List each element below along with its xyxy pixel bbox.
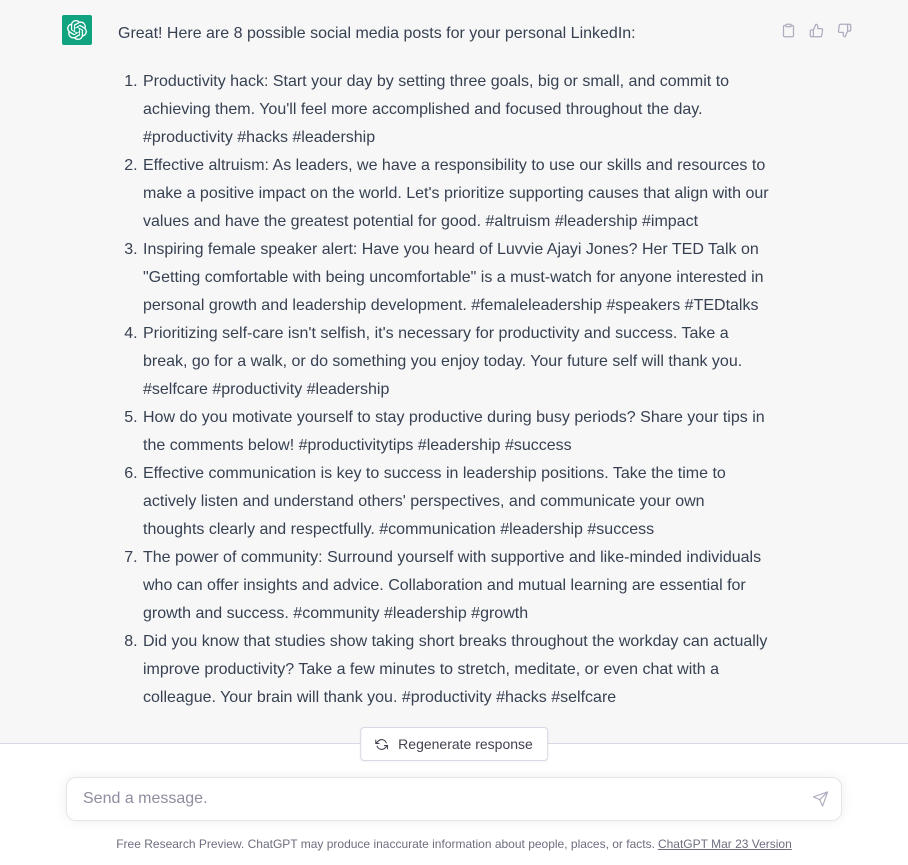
post-item: 4. Prioritizing self-care isn't selfish, it's necessary for productivity and success. Take a break, go for a walk, or do something you enjoy today. Your future self will thank you. #selfcare #productivity #leadership (142, 320, 770, 404)
thumbs-down-button[interactable] (837, 23, 852, 38)
thumbs-up-icon (809, 23, 824, 38)
paper-plane-icon (812, 791, 829, 808)
post-item: 8. Did you know that studies show taking short breaks throughout the workday can actually improve productivity? Take a few minutes to stretch, meditate, or even chat with a colleague. Your brain will thank you. #productivity #hacks #selfcare (142, 628, 770, 712)
message-input[interactable] (66, 777, 842, 821)
assistant-avatar (62, 15, 92, 45)
footer-version-link[interactable]: ChatGPT Mar 23 Version (657, 837, 792, 851)
message-content (118, 15, 770, 712)
message-intro: Great! Here are 8 possible social media posts for your personal LinkedIn: (118, 25, 636, 42)
post-item: 7. The power of community: Surround yourself with supportive and like-minded individuals who can offer insights and advice. Collaboration and mutual learning are essential for growth and success. #community #leadership #growth (142, 544, 770, 628)
post-item: 2. Effective altruism: As leaders, we have a responsibility to use our skills and resources to make a positive impact on the world. Let's prioritize supporting causes that align with our values and have the greatest potential for good. #altruism #leadership #impact (142, 152, 770, 236)
message-actions (781, 23, 852, 38)
thumbs-up-button[interactable] (809, 23, 824, 38)
copy-button[interactable] (781, 23, 796, 38)
posts-list (118, 68, 770, 712)
footer-disclaimer: Free Research Preview. ChatGPT may produce inaccurate information about people, places, or facts. (116, 837, 655, 851)
footer (0, 837, 908, 851)
composer-area (0, 736, 908, 864)
regenerate-label: Regenerate response (398, 736, 533, 752)
post-item: 6. Effective communication is key to success in leadership positions. Take the time to actively listen and understand others' perspectives, and communicate your own thoughts clearly and respectfully. #communication #leadership #success (142, 460, 770, 544)
thumbs-down-icon (837, 23, 852, 38)
post-item: 1. Productivity hack: Start your day by setting three goals, big or small, and commit to achieving them. You'll feel more accomplished and focused throughout the day. #productivity #hacks #leadership (142, 68, 770, 152)
post-item: 5. How do you motivate yourself to stay productive during busy periods? Share your tips in the comments below! #productivitytips #leadership #success (142, 404, 770, 460)
clipboard-icon (781, 23, 796, 38)
regenerate-button[interactable] (360, 727, 548, 761)
post-item: 3. Inspiring female speaker alert: Have you heard of Luvvie Ajayi Jones? Her TED Talk on "Getting comfortable with being uncomfortable" is a must-watch for anyone interested in personal growth and leadership development. #femaleleadership #speakers #TEDtalks (142, 236, 770, 320)
refresh-icon (375, 738, 388, 751)
message-composer (66, 777, 842, 821)
send-button[interactable] (812, 791, 829, 808)
openai-logo-icon (67, 20, 87, 40)
